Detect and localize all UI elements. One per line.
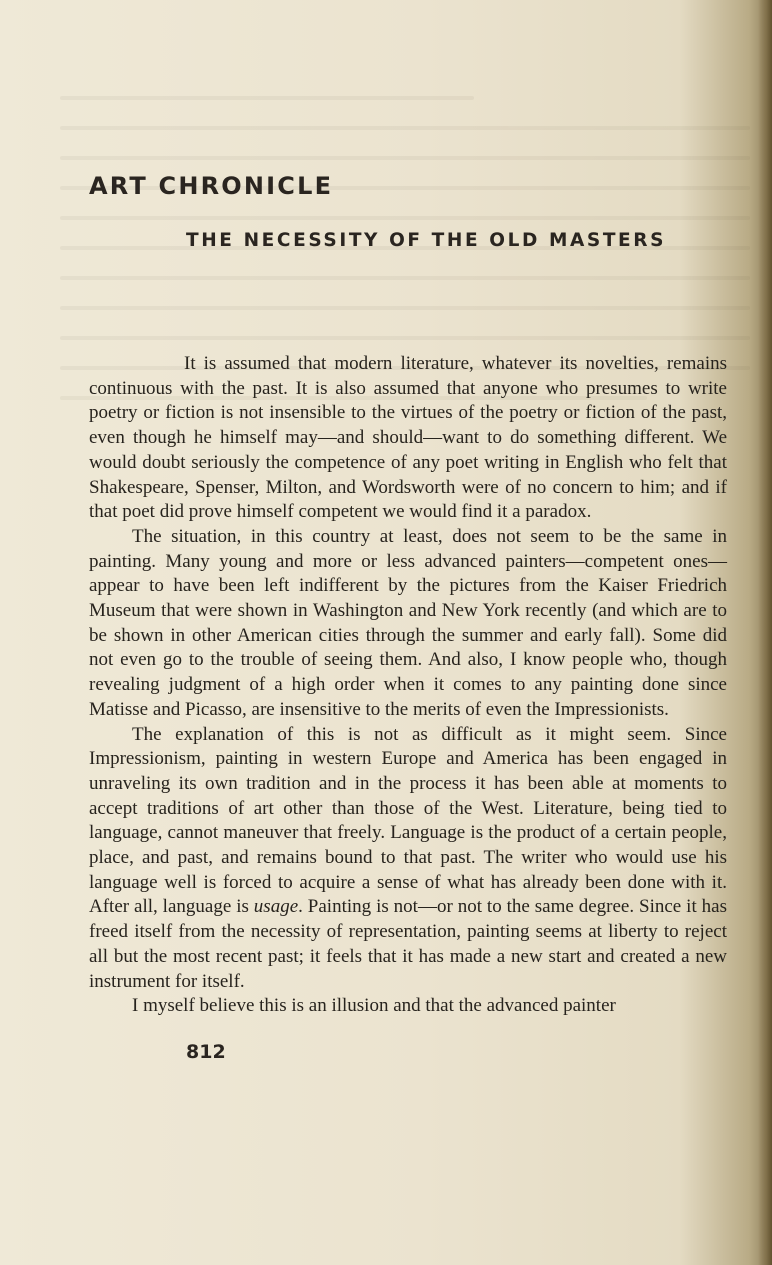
- emphasis-usage: usage: [253, 896, 299, 918]
- paragraph: The situation, in this country at least, does not seem to be the same in painting. Many young and more or less advanced painters—competent ones—appear to have been left indifferent by the pictures from the Kaiser Friedrich Museum that were shown in Washington and New York recently (and which are to be shown in other American cities through the summer and early fall). Some did not even go to the trouble of seeing them. And also, I know people who, though revealing judgment of a high order when it comes to any painting done since Matisse and Picasso, are insensitive to the merits of even the Impressionists.: [89, 525, 727, 720]
- page-number: 812: [186, 1041, 226, 1063]
- book-spine-shadow: [758, 0, 772, 1265]
- paragraph: The explanation of this is not as difficult as it might seem. Since Impressionism, painting in western Europe and America has been engaged in unraveling its own tradition and in the process it has been able at moments to accept traditions of art other than those of the West. Literature, being tied to language, cannot maneuver that freely. Language is the product of a certain people, place, and past, and remains bound to that past. The writer who would use his language well is forced to acquire a sense of what has already been done with it. After all, language is usage. Painting is not—or not to the same degree. Since it has freed itself from the necessity of representation, painting seems at liberty to reject all but the most recent past; it feels that it has made a new start and created a new instrument for itself.: [89, 723, 727, 992]
- section-title: ART CHRONICLE: [89, 172, 334, 200]
- paragraph: I myself believe this is an illusion and that the advanced painter: [132, 995, 616, 1017]
- article-subtitle: THE NECESSITY OF THE OLD MASTERS: [186, 230, 667, 251]
- article-body: [89, 352, 727, 1019]
- paragraph: It is assumed that modern literature, whatever its novelties, remains continuous with the past. It is also assumed that anyone who presumes to write poetry or fiction is not insensible to the virtues of the poetry or fiction of the past, even though he himself may—and should—want to do something different. We would doubt seriously the competence of any poet writing in English who felt that Shakespeare, Spenser, Milton, and Wordsworth were of no concern to him; and if that poet did prove himself competent we would find it a paradox.: [89, 353, 727, 523]
